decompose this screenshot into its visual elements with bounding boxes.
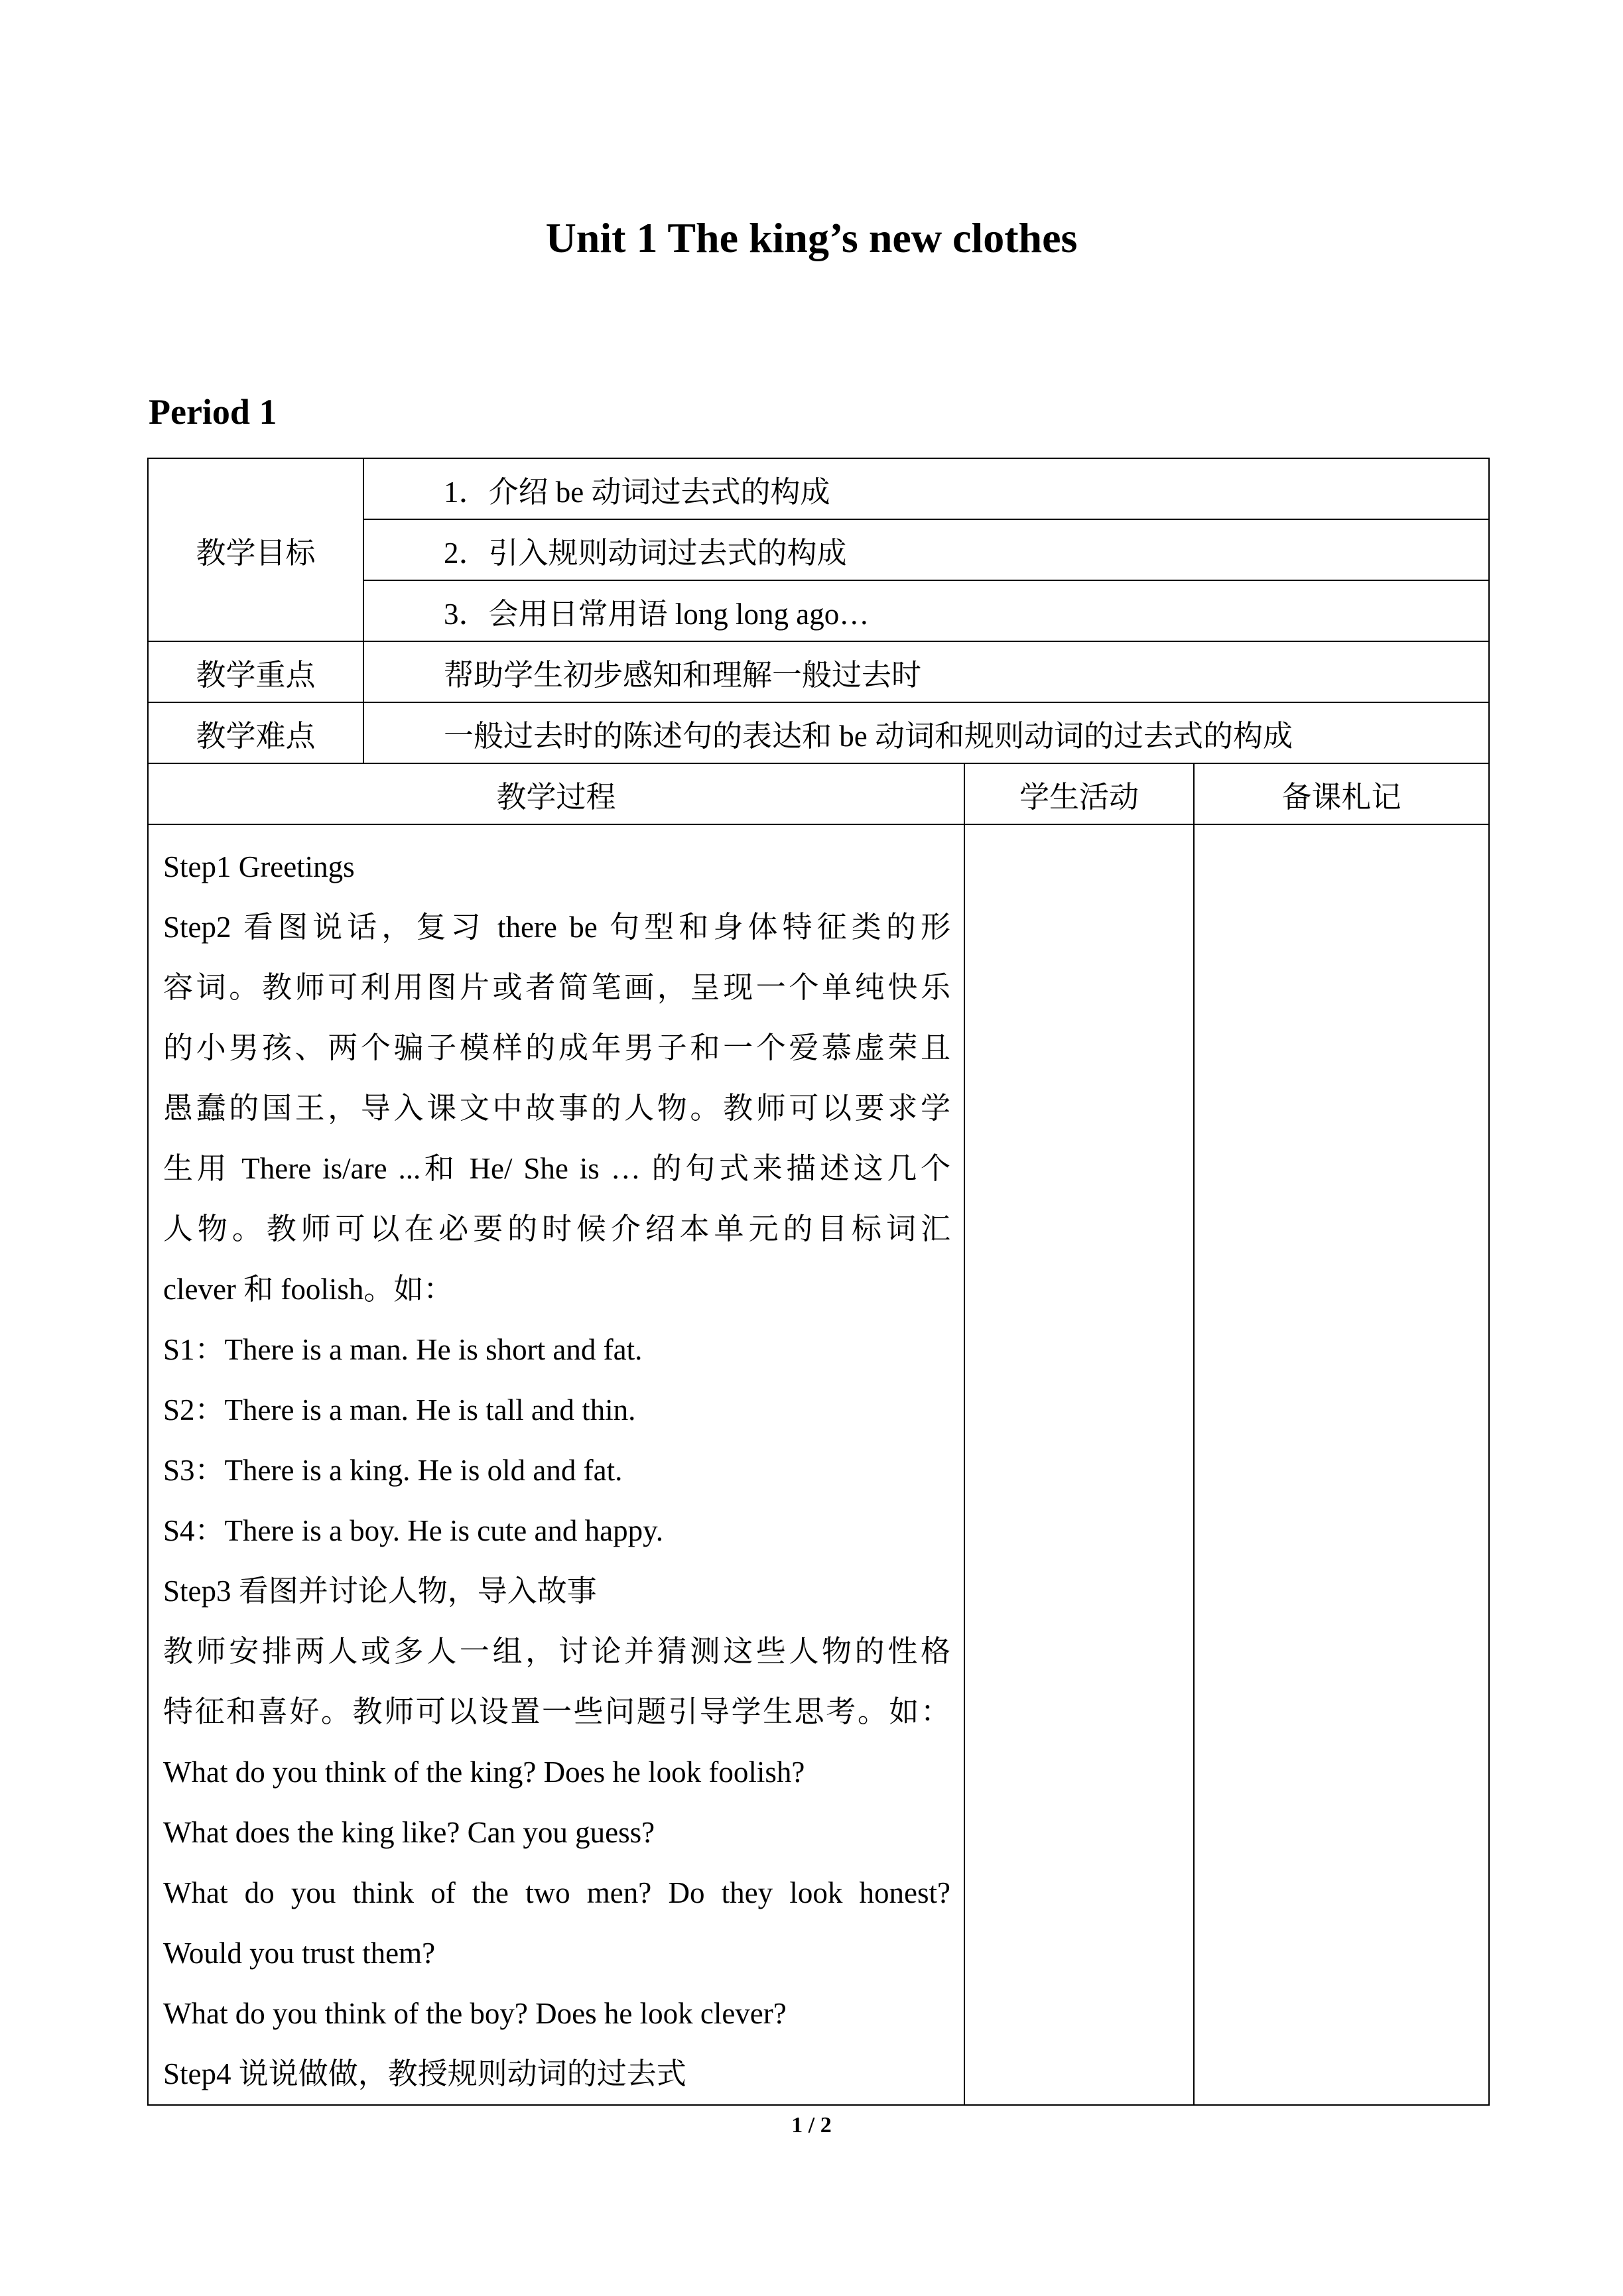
student-activity-column-header: 学生活动 xyxy=(964,763,1194,824)
process-line: What does the king like? Can you guess? xyxy=(163,1816,655,1849)
objectives-label: 教学目标 xyxy=(148,458,363,641)
process-line: What do you think of the king? Does he look foolish? xyxy=(163,1755,805,1789)
key-point-label: 教学重点 xyxy=(148,641,363,702)
notes-column-header: 备课札记 xyxy=(1194,763,1489,824)
process-line: What do you think of the boy? Does he look clever? xyxy=(163,1997,787,2030)
key-point-text: 帮助学生初步感知和理解一般过去时 xyxy=(363,641,1489,702)
difficulty-label: 教学难点 xyxy=(148,702,363,763)
process-line: Step3 看图并讨论人物，导入故事 xyxy=(163,1574,597,1608)
process-line: Step4 说说做做，教授规则动词的过去式 xyxy=(163,2057,686,2090)
difficulty-text: 一般过去时的陈述句的表达和 be 动词和规则动词的过去式的构成 xyxy=(363,702,1489,763)
objective-item: 1．介绍 be 动词过去式的构成 xyxy=(363,458,1489,519)
lesson-plan-table xyxy=(147,458,1490,2106)
process-line: Step1 Greetings xyxy=(163,850,355,883)
process-line: S3：There is a king. He is old and fat. xyxy=(163,1454,623,1487)
student-activity-cell xyxy=(964,824,1194,2105)
process-line: What do you think of the two men? Do they look honest? xyxy=(163,1876,950,1909)
objective-item: 2．引入规则动词过去式的构成 xyxy=(363,519,1489,580)
objective-item: 3．会用日常用语 long long ago… xyxy=(363,580,1489,641)
process-line: 教师安排两人或多人一组，讨论并猜测这些人物的性格 xyxy=(163,1635,950,1668)
page-number: 1 / 2 xyxy=(791,2113,832,2137)
process-line: 愚蠢的国王，导入课文中故事的人物。教师可以要求学 xyxy=(163,1092,950,1125)
process-line: S4：There is a boy. He is cute and happy. xyxy=(163,1514,663,1547)
process-line: 人物。教师可以在必要的时候介绍本单元的目标词汇 xyxy=(163,1212,950,1245)
period-heading: Period 1 xyxy=(149,392,277,432)
notes-cell xyxy=(1194,824,1489,2105)
process-line: 生用 There is/are ...和 He/ She is … 的句式来描述这几个 xyxy=(163,1152,950,1185)
process-line: S2：There is a man. He is tall and thin. xyxy=(163,1393,636,1427)
document-title: Unit 1 The king’s new clothes xyxy=(545,214,1078,261)
process-line: Step2 看图说话，复习 there be 句型和身体特征类的形 xyxy=(163,911,950,944)
process-line: Would you trust them? xyxy=(163,1937,436,1970)
teaching-process-cell xyxy=(148,824,964,2105)
process-column-header: 教学过程 xyxy=(148,763,964,824)
process-line: 的小男孩、两个骗子模样的成年男子和一个爱慕虚荣且 xyxy=(163,1031,950,1064)
process-line: 特征和喜好。教师可以设置一些问题引导学生思考。如： xyxy=(163,1695,950,1728)
process-line: 容词。教师可利用图片或者简笔画，呈现一个单纯快乐 xyxy=(163,971,950,1004)
process-line: S1：There is a man. He is short and fat. xyxy=(163,1333,643,1366)
process-line: clever 和 foolish。如： xyxy=(163,1273,454,1306)
